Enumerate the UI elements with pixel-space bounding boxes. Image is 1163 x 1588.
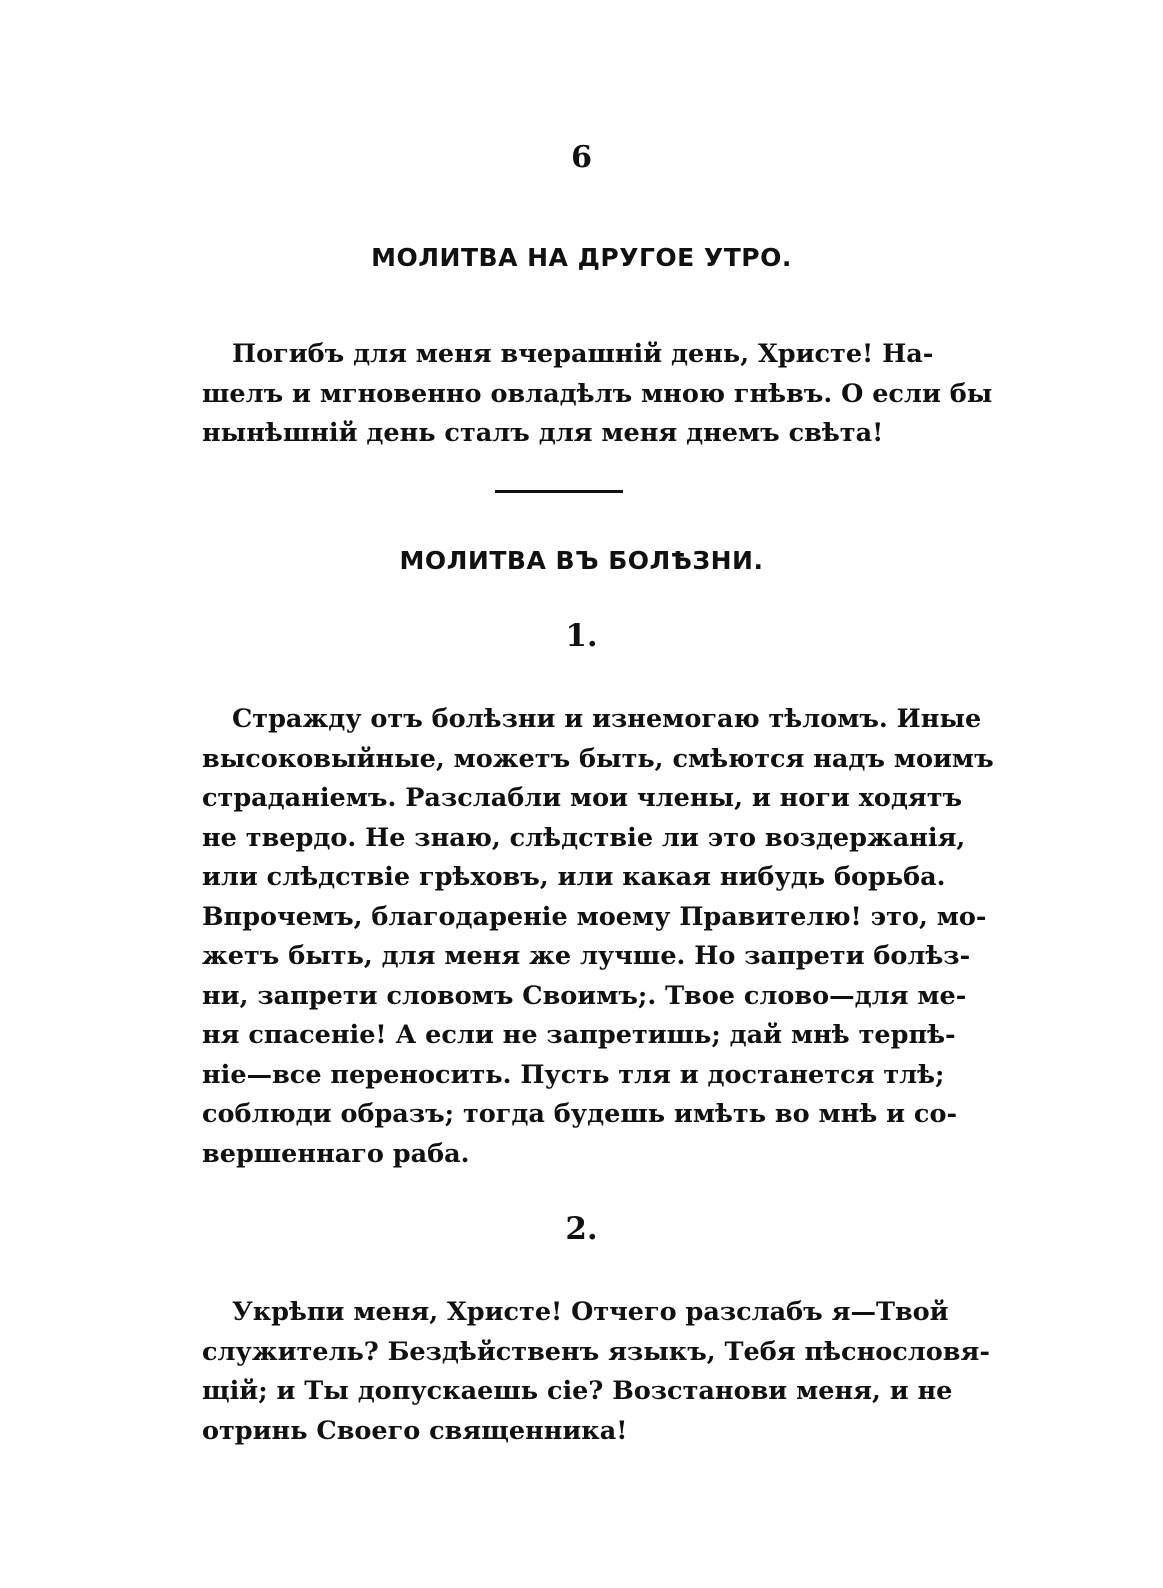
part-number-2: 2. [565, 1211, 598, 1247]
text-line: страданіемъ. Разслабли мои члены, и ноги ходятъ [202, 783, 963, 813]
text-line: Погибъ для меня вчерашній день, Христе! На- [232, 339, 934, 369]
heading-morning-prayer: МОЛИТВА НА ДРУГОЕ УТРО. [371, 243, 792, 272]
text-line: ніе—все переносить. Пусть тля и достанется тлѣ; [202, 1059, 945, 1090]
heading-illness-prayer: МОЛИТВА ВЪ БОЛѢЗНИ. [399, 546, 764, 575]
text-line: вершеннаго раба. [202, 1138, 470, 1169]
text-line: отринь Своего священника! [202, 1415, 628, 1446]
text-line: шелъ и мгновенно овладѣлъ мною гнѣвъ. О если бы [202, 378, 993, 409]
paragraph-illness-part-1 [202, 700, 994, 1174]
text-line: не твердо. Не знаю, слѣдствіе ли это воздержанія, [202, 822, 966, 853]
text-line: жетъ быть, для меня же лучше. Но запрети болѣз- [202, 941, 971, 971]
section-divider [495, 490, 623, 493]
text-line: высоковыйные, можетъ быть, смѣются надъ моимъ [202, 743, 994, 774]
text-line: соблюди образъ; тогда будешь имѣть во мнѣ и со- [202, 1099, 958, 1129]
text-line: нынѣшній день сталъ для меня днемъ свѣта! [202, 418, 884, 448]
paragraph-illness-part-2 [202, 1293, 990, 1451]
text-line: или слѣдствіе грѣховъ, или какая нибудь борьба. [202, 862, 946, 892]
paragraph-morning-prayer [202, 335, 993, 454]
text-line: ня спасеніе! А если не запретишь; дай мнѣ терпѣ- [202, 1020, 956, 1050]
part-number-1: 1. [565, 618, 598, 654]
text-line: ни, запрети словомъ Своимъ;. Твое слово—для ме- [202, 980, 967, 1011]
text-line: Стражду отъ болѣзни и изнемогаю тѣломъ. Иные [232, 704, 982, 734]
text-line: щій; и Ты допускаешь сіе? Возстанови меня, и не [202, 1376, 953, 1406]
text-line: Укрѣпи меня, Христе! Отчего разслабъ я—Твой [232, 1297, 949, 1327]
text-line: служитель? Бездѣйственъ языкъ, Тебя пѣснословя- [202, 1336, 990, 1367]
text-line: Впрочемъ, благодареніе моему Правителю! это, мо- [202, 901, 987, 932]
page-number: 6 [571, 140, 592, 175]
